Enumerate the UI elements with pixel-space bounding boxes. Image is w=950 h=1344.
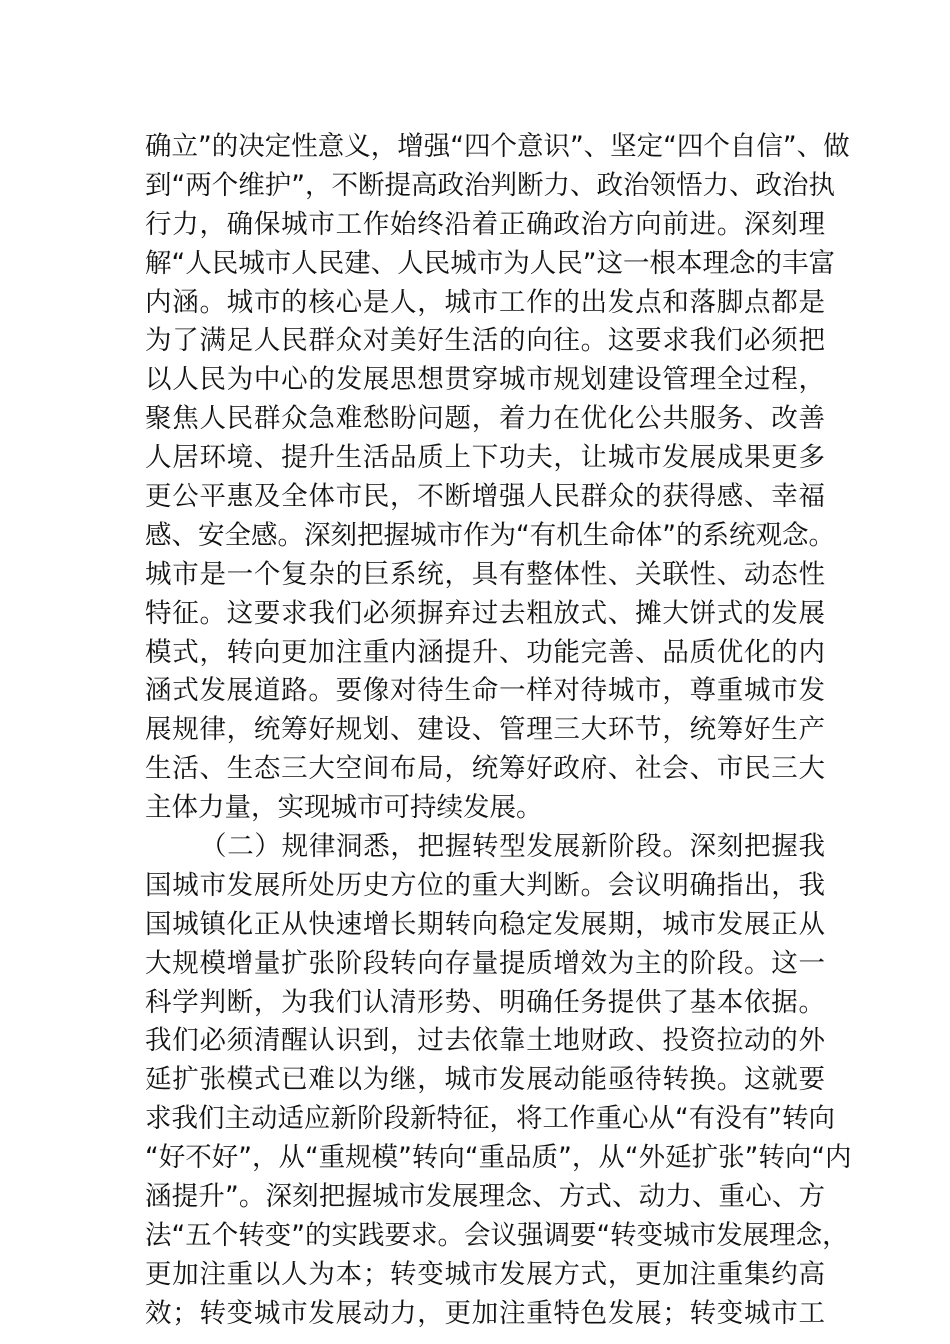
text-line: 到“两个维护”，不断提高政治判断力、政治领悟力、政治执 (145, 169, 835, 201)
text-line: 感、安全感。深刻把握城市作为“有机生命体”的系统观念。 (145, 519, 835, 551)
text-line: 确立”的决定性意义，增强“四个意识”、坚定“四个自信”、做 (145, 131, 850, 162)
text-line: 行力，确保城市工作始终沿着正确政治方向前进。深刻理 (145, 208, 825, 240)
text-line: 解“人民城市人民建、人民城市为人民”这一根本理念的丰富 (145, 247, 835, 279)
text-line: 涵提升”。深刻把握城市发展理念、方式、动力、重心、方 (145, 1181, 825, 1213)
text-line: 我们必须清醒认识到，过去依靠土地财政、投资拉动的外 (145, 1025, 825, 1057)
text-line: 涵式发展道路。要像对待生命一样对待城市，尊重城市发 (145, 675, 825, 707)
text-line: 大规模增量扩张阶段转向存量提质增效为主的阶段。这一 (145, 947, 825, 979)
text-line: “好不好”，从“重规模”转向“重品质”，从“外延扩张”转向“内 (145, 1142, 852, 1174)
text-line: 延扩张模式已难以为继，城市发展动能亟待转换。这就要 (145, 1064, 825, 1096)
text-line: 模式，转向更加注重内涵提升、功能完善、品质优化的内 (145, 636, 825, 668)
text-line: 特征。这要求我们必须摒弃过去粗放式、摊大饼式的发展 (145, 597, 825, 629)
text-line: 人居环境、提升生活品质上下功夫，让城市发展成果更多 (145, 442, 825, 474)
text-line: 更公平惠及全体市民，不断增强人民群众的获得感、幸福 (145, 481, 825, 513)
text-line: 生活、生态三大空间布局，统筹好政府、社会、市民三大 (145, 753, 825, 785)
text-line: 展规律，统筹好规划、建设、管理三大环节，统筹好生产 (145, 714, 825, 746)
text-line: 效；转变城市发展动力，更加注重特色发展；转变城市工 (145, 1297, 825, 1329)
text-line: 求我们主动适应新阶段新特征，将工作重心从“有没有”转向 (145, 1103, 835, 1135)
body-text (145, 128, 852, 1334)
text-line: 法“五个转变”的实践要求。会议强调要“转变城市发展理念， (145, 1219, 849, 1251)
text-line: 为了满足人民群众对美好生活的向往。这要求我们必须把 (145, 325, 825, 357)
text-line: 科学判断，为我们认清形势、明确任务提供了基本依据。 (145, 986, 825, 1018)
text-line: 更加注重以人为本；转变城市发展方式，更加注重集约高 (145, 1258, 825, 1290)
text-line: 城市是一个复杂的巨系统，具有整体性、关联性、动态性 (145, 558, 825, 590)
text-line: 内涵。城市的核心是人，城市工作的出发点和落脚点都是 (145, 286, 825, 318)
text-line: 以人民为中心的发展思想贯穿城市规划建设管理全过程， (145, 364, 825, 396)
text-line: 国城市发展所处历史方位的重大判断。会议明确指出，我 (145, 869, 825, 901)
text-line: 聚焦人民群众急难愁盼问题，着力在优化公共服务、改善 (145, 403, 825, 435)
paragraph-end-line: 主体力量，实现城市可持续发展。 (145, 792, 543, 824)
text-line: 国城镇化正从快速增长期转向稳定发展期，城市发展正从 (145, 908, 825, 940)
section-heading-line: （二）规律洞悉，把握转型发展新阶段。深刻把握我 (200, 831, 825, 863)
